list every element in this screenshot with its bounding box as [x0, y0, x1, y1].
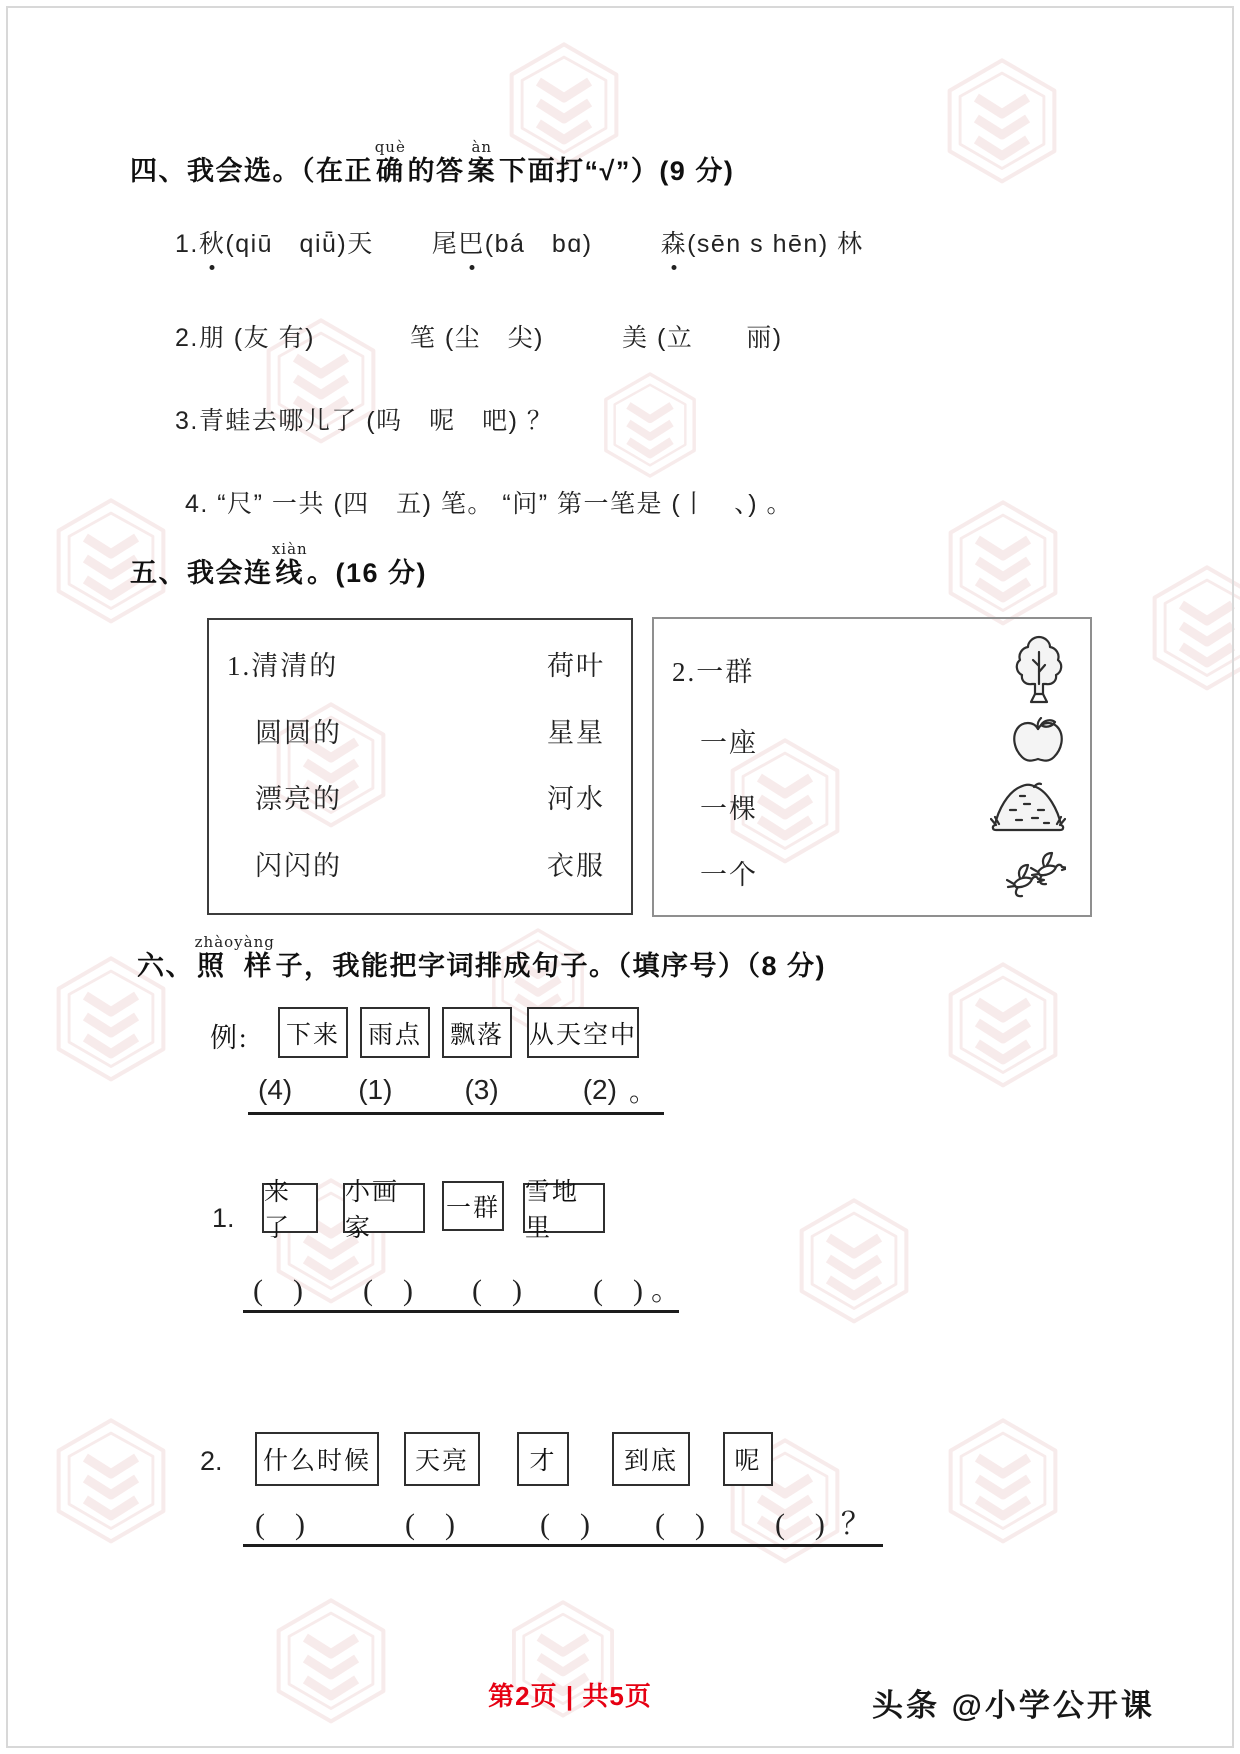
watermark: [272, 1598, 390, 1726]
q2-question-mark: ？: [840, 1508, 871, 1541]
match-right-term: 衣服: [547, 850, 605, 881]
answer-blank[interactable]: ( ): [253, 1274, 303, 1307]
pinyin-que: [374, 138, 406, 186]
question2-number: 2.: [200, 1446, 223, 1476]
watermark: [600, 372, 700, 480]
example-label: 例:: [210, 1023, 249, 1053]
watermark: [943, 58, 1061, 186]
example-answer: (1): [358, 1074, 393, 1105]
item2-group2: 笔 (尘 尖): [409, 324, 545, 352]
q1-word-box: 来了: [262, 1183, 318, 1233]
answer-blank[interactable]: ( ): [654, 1508, 705, 1541]
publisher-credit: 头条 @小学公开课: [872, 1688, 1155, 1723]
match-left-term: 闪闪的: [255, 850, 342, 881]
section4-heading: [130, 140, 734, 189]
section5-heading: [130, 542, 427, 591]
q2-word-box: 才: [517, 1432, 569, 1486]
section4-title-part3: 下面打“√”）(9 分): [499, 156, 735, 186]
char-que: 确: [374, 156, 406, 186]
answer-blank[interactable]: ( ): [255, 1508, 305, 1541]
example-answer: (2): [582, 1074, 617, 1105]
section4-item4: [185, 488, 793, 521]
matching-box-pictures: [652, 617, 1092, 917]
item1-char-qiu: 秋: [199, 228, 226, 261]
match-row: [227, 644, 605, 683]
q1-period: 。: [650, 1274, 681, 1307]
item4-text: 4. “尺” 一共 (四 五) 笔。 “问” 第一笔是 (丨 、) 。: [185, 490, 794, 518]
match-row: [672, 776, 1066, 838]
example-word-box: 从天空中: [527, 1007, 639, 1058]
example-period: 。: [628, 1076, 657, 1107]
section6-title-text: 子，我能把字词排成句子。（填序号）（8 分): [275, 951, 826, 981]
answer-blank[interactable]: ( ): [471, 1274, 522, 1307]
apple-icon: [1010, 717, 1066, 763]
q1-answer-line[interactable]: [243, 1264, 679, 1313]
section4-item1: [175, 228, 864, 261]
watermark: [944, 1418, 1062, 1546]
match-right-term: 荷叶: [547, 651, 605, 681]
answer-blank[interactable]: ( ): [774, 1508, 825, 1541]
q1-word-box: 一群: [442, 1181, 504, 1231]
match-row: [672, 712, 1066, 768]
pinyin-an: [467, 138, 497, 186]
item1-choice2: (bá bɑ): [484, 230, 593, 258]
watermark: [1148, 565, 1240, 693]
q2-word-box: 呢: [723, 1432, 773, 1486]
match-row: [227, 844, 605, 883]
tree-icon: [1012, 634, 1066, 704]
pinyin-zhaoyang: [194, 933, 275, 981]
match-row: [672, 633, 1066, 705]
section4-number: 四、: [130, 156, 187, 186]
section6-heading: [137, 935, 826, 984]
answer-blank[interactable]: ( ): [539, 1508, 590, 1541]
pinyin-xian-text: xiàn: [271, 540, 308, 558]
match-row: [227, 711, 605, 750]
match-left-term: 圆圆的: [255, 717, 342, 748]
match-left-term: 一个: [700, 860, 758, 891]
chars-zhaoyang: 照 样: [194, 951, 275, 981]
pinyin-an-text: àn: [467, 138, 496, 156]
page-number: 第2页 | 共5页: [488, 1681, 652, 1711]
question1-number: 1.: [212, 1203, 235, 1233]
match-left-term: 一棵: [700, 794, 758, 825]
match-right-term: 河水: [547, 784, 605, 815]
q2-word-box: 什么时候: [255, 1432, 379, 1486]
section5-title-part2: 。(16 分): [307, 558, 428, 588]
mountain-icon: [990, 780, 1066, 834]
section5-title-part1: 五、我会连: [130, 558, 273, 588]
pinyin-que-text: què: [374, 138, 406, 156]
example-answer: (4): [258, 1074, 293, 1105]
match-right-term: 星星: [547, 717, 605, 748]
answer-blank[interactable]: ( ): [592, 1274, 643, 1307]
watermark: [944, 500, 1062, 628]
item2-group3: 美 (立 丽): [622, 324, 783, 352]
match-row: [672, 845, 1066, 901]
char-xian: 线: [271, 558, 308, 588]
pinyin-xian: [271, 540, 308, 588]
example-answer-line: [248, 1068, 664, 1115]
section6-number: 六、: [137, 951, 194, 981]
item3-text: 3.青蛙去哪儿了 (吗 呢 吧) ？: [175, 407, 554, 435]
watermark: [944, 962, 1062, 1090]
item1-char-wei: 尾: [431, 230, 459, 258]
item1-number: 1.: [175, 230, 199, 258]
item1-choice3: (sēn s hēn) 林: [687, 230, 864, 258]
match-left-term: 漂亮的: [255, 784, 342, 815]
answer-blank[interactable]: ( ): [362, 1274, 413, 1307]
q1-word-box: 雪地里: [523, 1183, 605, 1233]
example-word-box: 下来: [278, 1007, 348, 1058]
watermark: [795, 1198, 913, 1326]
char-an: 案: [467, 156, 496, 186]
section4-item3: [175, 405, 553, 438]
q2-answer-line[interactable]: [243, 1498, 883, 1547]
matching-box-words: [207, 618, 633, 915]
pinyin-zhaoyang-text: zhàoyàng: [194, 933, 275, 951]
item1-char-ba: 巴: [458, 228, 485, 261]
match-left-term: 1.清清的: [227, 651, 339, 681]
section4-title-part2: 的答: [407, 156, 465, 186]
answer-blank[interactable]: ( ): [404, 1508, 455, 1541]
match-left-term: 一座: [700, 727, 758, 758]
example-word-box: 雨点: [360, 1007, 430, 1058]
birds-icon: [1006, 848, 1066, 898]
q1-word-box: 小画家: [343, 1183, 425, 1233]
example-answer: (3): [464, 1074, 499, 1105]
section4-item2: [175, 322, 783, 355]
item1-choice1: (qiū qiǖ)天: [225, 230, 374, 258]
q2-word-box: 天亮: [404, 1432, 480, 1486]
section4-title-part1: 我会选。（在正: [187, 156, 373, 186]
item2-group1: 2.朋 (友 有): [175, 324, 315, 352]
example-word-box: 飘落: [442, 1007, 512, 1058]
watermark: [52, 1418, 170, 1546]
item1-char-sen: 森: [661, 228, 688, 261]
match-row: [227, 777, 605, 816]
match-left-term: 2.一群: [672, 656, 755, 687]
q2-word-box: 到底: [612, 1432, 690, 1486]
